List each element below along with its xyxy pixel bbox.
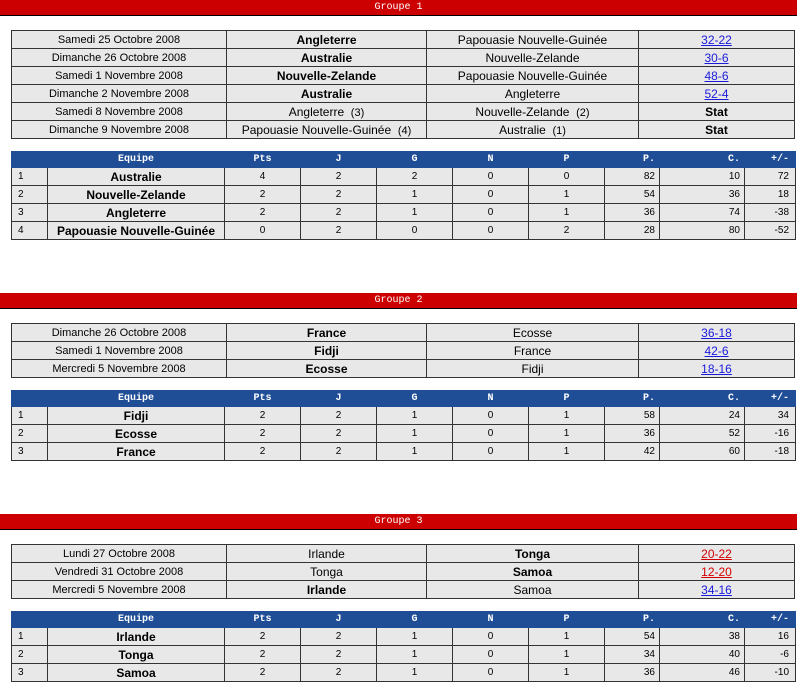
col-pp: P. <box>605 391 660 407</box>
group-2-header: Groupe 2 <box>0 293 797 309</box>
match-score-link[interactable]: 34-16 <box>701 582 732 597</box>
points-for: 82 <box>605 168 660 186</box>
match-home-team: Papouasie Nouvelle-Guinée (4) <box>227 121 427 139</box>
match-home-team: France <box>227 324 427 342</box>
table-row <box>12 222 796 240</box>
col-rank <box>12 152 48 168</box>
col-pp: P. <box>605 152 660 168</box>
group-3-header: Groupe 3 <box>0 514 797 530</box>
points-for: 54 <box>605 186 660 204</box>
col-diff: +/- <box>745 612 796 628</box>
points-diff: 72 <box>745 168 796 186</box>
points-against: 80 <box>660 222 745 240</box>
points-for: 36 <box>605 664 660 682</box>
lost: 1 <box>529 664 605 682</box>
played: 2 <box>301 168 377 186</box>
won: 1 <box>377 646 453 664</box>
rank: 3 <box>12 664 48 682</box>
won: 1 <box>377 186 453 204</box>
group-3-standings <box>11 611 796 682</box>
won: 1 <box>377 425 453 443</box>
match-away-team: Nouvelle-Zelande <box>427 49 639 67</box>
standings-header-row <box>12 152 796 168</box>
played: 2 <box>301 222 377 240</box>
won: 1 <box>377 204 453 222</box>
match-row <box>12 324 795 342</box>
rank: 3 <box>12 204 48 222</box>
team-name: Ecosse <box>48 425 225 443</box>
match-score-link[interactable]: 32-22 <box>701 32 732 47</box>
stat-label[interactable]: Stat <box>705 104 728 119</box>
col-j: J <box>301 152 377 168</box>
drawn: 0 <box>453 664 529 682</box>
table-row <box>12 407 796 425</box>
group-1-header: Groupe 1 <box>0 0 797 16</box>
match-away-team: Nouvelle-Zelande (2) <box>427 103 639 121</box>
group-2-standings <box>11 390 796 461</box>
points-against: 46 <box>660 664 745 682</box>
team-name: Australie <box>48 168 225 186</box>
match-date: Mercredi 5 Novembre 2008 <box>12 581 227 599</box>
points-against: 52 <box>660 425 745 443</box>
table-row <box>12 628 796 646</box>
match-home-team: Nouvelle-Zelande <box>227 67 427 85</box>
pts: 2 <box>225 664 301 682</box>
col-n: N <box>453 152 529 168</box>
drawn: 0 <box>453 443 529 461</box>
pts: 0 <box>225 222 301 240</box>
match-row <box>12 121 795 139</box>
match-away-team: Angleterre <box>427 85 639 103</box>
pts: 4 <box>225 168 301 186</box>
col-equipe: Equipe <box>48 391 225 407</box>
match-score-cell <box>639 121 795 139</box>
played: 2 <box>301 628 377 646</box>
drawn: 0 <box>453 646 529 664</box>
points-for: 42 <box>605 443 660 461</box>
points-diff: -18 <box>745 443 796 461</box>
match-away-team: Papouasie Nouvelle-Guinée <box>427 31 639 49</box>
match-count: (2) <box>576 106 590 119</box>
drawn: 0 <box>453 168 529 186</box>
lost: 1 <box>529 646 605 664</box>
played: 2 <box>301 664 377 682</box>
table-row <box>12 186 796 204</box>
col-pp: P. <box>605 612 660 628</box>
match-count: (1) <box>552 124 566 137</box>
col-p: P <box>529 152 605 168</box>
group-3-matches <box>11 544 795 599</box>
won: 1 <box>377 407 453 425</box>
table-row <box>12 204 796 222</box>
match-score-cell <box>639 324 795 342</box>
lost: 1 <box>529 425 605 443</box>
rank: 2 <box>12 425 48 443</box>
pts: 2 <box>225 628 301 646</box>
rank: 2 <box>12 646 48 664</box>
points-for: 58 <box>605 407 660 425</box>
col-j: J <box>301 391 377 407</box>
rank: 3 <box>12 443 48 461</box>
match-row <box>12 85 795 103</box>
team-name: Papouasie Nouvelle-Guinée <box>48 222 225 240</box>
col-pts: Pts <box>225 152 301 168</box>
won: 1 <box>377 443 453 461</box>
match-score-link[interactable]: 52-4 <box>704 86 729 101</box>
match-score-link[interactable]: 42-6 <box>704 343 729 358</box>
lost: 0 <box>529 168 605 186</box>
lost: 1 <box>529 186 605 204</box>
col-equipe: Equipe <box>48 152 225 168</box>
col-diff: +/- <box>745 152 796 168</box>
group-1-matches <box>11 30 795 139</box>
standings-header-row <box>12 391 796 407</box>
match-row <box>12 545 795 563</box>
table-row <box>12 443 796 461</box>
col-equipe: Equipe <box>48 612 225 628</box>
match-date: Vendredi 31 Octobre 2008 <box>12 563 227 581</box>
points-against: 74 <box>660 204 745 222</box>
col-n: N <box>453 612 529 628</box>
team-name: Samoa <box>48 664 225 682</box>
match-row <box>12 342 795 360</box>
match-date: Dimanche 9 Novembre 2008 <box>12 121 227 139</box>
points-for: 36 <box>605 425 660 443</box>
pts: 2 <box>225 186 301 204</box>
col-rank <box>12 391 48 407</box>
match-score-cell <box>639 545 795 563</box>
points-against: 10 <box>660 168 745 186</box>
match-away-team: Tonga <box>427 545 639 563</box>
match-score-cell <box>639 31 795 49</box>
won: 2 <box>377 168 453 186</box>
points-diff: -10 <box>745 664 796 682</box>
match-row <box>12 360 795 378</box>
match-away-team: Fidji <box>427 360 639 378</box>
match-date: Dimanche 26 Octobre 2008 <box>12 324 227 342</box>
col-p: P <box>529 391 605 407</box>
team-name: Nouvelle-Zelande <box>48 186 225 204</box>
rank: 1 <box>12 168 48 186</box>
match-score-link[interactable]: 20-22 <box>701 546 732 561</box>
points-diff: 18 <box>745 186 796 204</box>
match-home-team: Ecosse <box>227 360 427 378</box>
points-diff: -6 <box>745 646 796 664</box>
col-rank <box>12 612 48 628</box>
match-home-team: Angleterre <box>227 31 427 49</box>
played: 2 <box>301 443 377 461</box>
drawn: 0 <box>453 204 529 222</box>
match-home-team: Irlande <box>227 581 427 599</box>
table-row <box>12 664 796 682</box>
match-home-team: Australie <box>227 49 427 67</box>
match-away-team: Samoa <box>427 563 639 581</box>
match-score-cell <box>639 49 795 67</box>
match-date: Mercredi 5 Novembre 2008 <box>12 360 227 378</box>
match-score-cell <box>639 67 795 85</box>
points-for: 36 <box>605 204 660 222</box>
points-diff: 16 <box>745 628 796 646</box>
match-count: (4) <box>397 124 412 137</box>
rank: 1 <box>12 628 48 646</box>
drawn: 0 <box>453 628 529 646</box>
played: 2 <box>301 646 377 664</box>
group-1-standings <box>11 151 796 240</box>
match-row <box>12 31 795 49</box>
col-c: C. <box>660 612 745 628</box>
col-g: G <box>377 612 453 628</box>
rank: 2 <box>12 186 48 204</box>
match-row <box>12 581 795 599</box>
match-score-cell <box>639 342 795 360</box>
col-c: C. <box>660 391 745 407</box>
match-away-team: Samoa <box>427 581 639 599</box>
points-against: 40 <box>660 646 745 664</box>
points-against: 38 <box>660 628 745 646</box>
points-diff: 34 <box>745 407 796 425</box>
pts: 2 <box>225 646 301 664</box>
won: 1 <box>377 628 453 646</box>
col-diff: +/- <box>745 391 796 407</box>
points-for: 54 <box>605 628 660 646</box>
match-row <box>12 103 795 121</box>
drawn: 0 <box>453 186 529 204</box>
points-for: 28 <box>605 222 660 240</box>
drawn: 0 <box>453 425 529 443</box>
lost: 1 <box>529 628 605 646</box>
col-pts: Pts <box>225 391 301 407</box>
col-g: G <box>377 152 453 168</box>
match-score-link[interactable]: 48-6 <box>704 68 729 83</box>
drawn: 0 <box>453 407 529 425</box>
won: 1 <box>377 664 453 682</box>
team-name: Tonga <box>48 646 225 664</box>
match-date: Samedi 1 Novembre 2008 <box>12 342 227 360</box>
match-date: Samedi 25 Octobre 2008 <box>12 31 227 49</box>
match-date: Dimanche 26 Octobre 2008 <box>12 49 227 67</box>
points-diff: -16 <box>745 425 796 443</box>
pts: 2 <box>225 425 301 443</box>
match-row <box>12 67 795 85</box>
table-row <box>12 168 796 186</box>
stat-label[interactable]: Stat <box>705 122 728 137</box>
points-against: 24 <box>660 407 745 425</box>
played: 2 <box>301 407 377 425</box>
col-g: G <box>377 391 453 407</box>
pts: 2 <box>225 407 301 425</box>
team-name: Irlande <box>48 628 225 646</box>
played: 2 <box>301 186 377 204</box>
match-away-team: Papouasie Nouvelle-Guinée <box>427 67 639 85</box>
match-away-team: Australie (1) <box>427 121 639 139</box>
table-row <box>12 646 796 664</box>
match-home-team: Angleterre (3) <box>227 103 427 121</box>
pts: 2 <box>225 443 301 461</box>
match-score-link[interactable]: 36-18 <box>701 325 732 340</box>
match-home-team: Australie <box>227 85 427 103</box>
points-against: 36 <box>660 186 745 204</box>
match-date: Samedi 1 Novembre 2008 <box>12 67 227 85</box>
points-diff: -52 <box>745 222 796 240</box>
match-count: (3) <box>350 106 365 119</box>
match-score-link[interactable]: 30-6 <box>704 50 729 65</box>
match-score-link[interactable]: 18-16 <box>701 361 732 376</box>
table-row <box>12 425 796 443</box>
points-diff: -38 <box>745 204 796 222</box>
played: 2 <box>301 425 377 443</box>
played: 2 <box>301 204 377 222</box>
match-home-team: Tonga <box>227 563 427 581</box>
team-name: Fidji <box>48 407 225 425</box>
rank: 1 <box>12 407 48 425</box>
match-score-cell <box>639 563 795 581</box>
match-score-cell <box>639 360 795 378</box>
lost: 1 <box>529 443 605 461</box>
match-date: Lundi 27 Octobre 2008 <box>12 545 227 563</box>
lost: 1 <box>529 204 605 222</box>
col-c: C. <box>660 152 745 168</box>
match-row <box>12 49 795 67</box>
match-home-team: Irlande <box>227 545 427 563</box>
match-score-cell <box>639 581 795 599</box>
won: 0 <box>377 222 453 240</box>
col-n: N <box>453 391 529 407</box>
lost: 2 <box>529 222 605 240</box>
match-away-team: France <box>427 342 639 360</box>
match-score-cell <box>639 103 795 121</box>
drawn: 0 <box>453 222 529 240</box>
match-score-cell <box>639 85 795 103</box>
match-home-team: Fidji <box>227 342 427 360</box>
standings-header-row <box>12 612 796 628</box>
match-date: Dimanche 2 Novembre 2008 <box>12 85 227 103</box>
team-name: Angleterre <box>48 204 225 222</box>
pts: 2 <box>225 204 301 222</box>
match-date: Samedi 8 Novembre 2008 <box>12 103 227 121</box>
points-against: 60 <box>660 443 745 461</box>
match-away-team: Ecosse <box>427 324 639 342</box>
lost: 1 <box>529 407 605 425</box>
match-score-link[interactable]: 12-20 <box>701 564 732 579</box>
group-2-matches <box>11 323 795 378</box>
col-pts: Pts <box>225 612 301 628</box>
team-name: France <box>48 443 225 461</box>
col-p: P <box>529 612 605 628</box>
match-row <box>12 563 795 581</box>
rank: 4 <box>12 222 48 240</box>
points-for: 34 <box>605 646 660 664</box>
col-j: J <box>301 612 377 628</box>
